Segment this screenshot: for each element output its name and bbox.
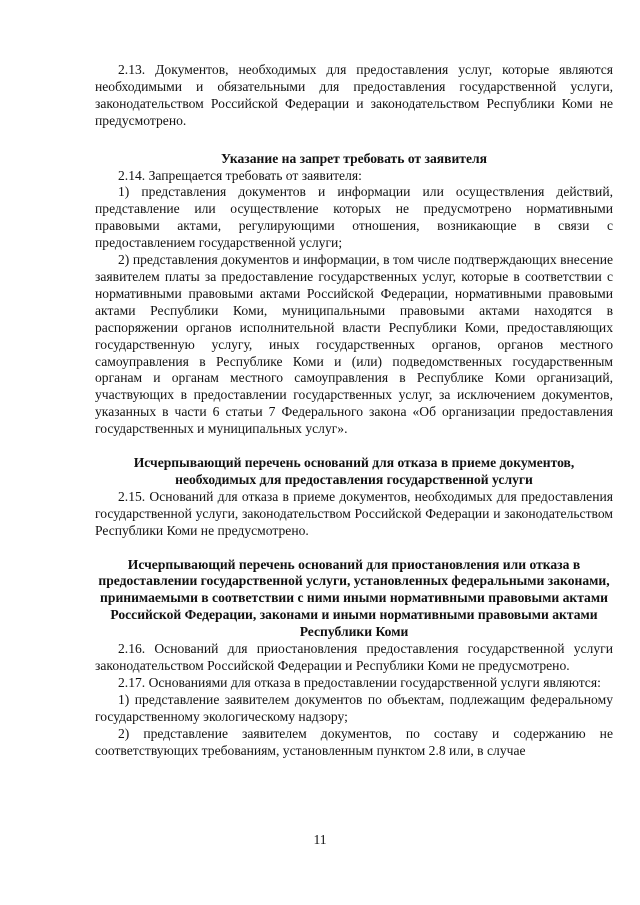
paragraph-2-17-item-2: 2) представление заявителем документов, по составу и содержанию не соответствующих требованиям, установленным пунктом 2.8 или, в случае [95,725,613,758]
paragraph-2-14: 2.14. Запрещается требовать от заявителя: [118,167,362,183]
paragraph-2-16: 2.16. Оснований для приостановления предоставления государственной услуги законодательством Российской Федерации и Республики Коми не предусмотрено. [95,641,613,673]
paragraph-2-17-item-1: 1) представление заявителем документов по объектам, подлежащим федеральному государственному экологическому надзору; [95,691,613,724]
paragraph-2-17: 2.17. Основаниями для отказа в предоставлении государственной услуги являются: [118,674,601,690]
spacer [95,130,613,151]
heading-suspension-refusal: Исчерпывающий перечень оснований для приостановления или отказа в предоставлении государственной услуги, установленных федеральными законами, принимаемыми в соответствии с ними иными нормативными правовыми актами Российской Федерации, законами и иными нормативными правовыми актами Республики Коми [98,556,610,640]
paragraph-2-15: 2.15. Оснований для отказа в приеме документов, необходимых для предоставления государственной услуги, законодательством Российской Федерации и законодательством Республики Коми не предусмотрено. [95,488,613,538]
paragraph-2-13: 2.13. Документов, необходимых для предоставления услуг, которые являются необходимыми и обязательными для предоставления государственной услуги, законодательством Российской Федерации и законодательством Республики Коми не предусмотрено. [95,62,613,128]
heading-prohibition: Указание на запрет требовать от заявителя [221,150,487,166]
document-page [95,62,613,759]
spacer [95,438,613,455]
page-number: 11 [313,832,327,847]
heading-refusal-acceptance: Исчерпывающий перечень оснований для отказа в приеме документов, необходимых для предоставления государственной услуги [133,455,575,487]
spacer [95,540,613,557]
paragraph-2-14-item-2: 2) представления документов и информации, в том числе подтверждающих внесение заявителем платы за предоставление государственных услуг, которые в соответствии с нормативными правовыми актами Российской Федерации, нормативными правовыми актами Республики Коми, муниципальными правовыми актами находятся в распоряжении органов исполнительной власти Республики Коми, предоставляющих государственную услугу, иных государственных органов, органов местного самоуправления в Республике Коми и (или) подведомственных государственным органам и органам местного самоуправления в Республике Коми организаций, участвующих в предоставлении государственных услуг, за исключением документов, указанных в части 6 статьи 7 Федерального закона «Об организации предоставления государственных и муниципальных услуг». [95,252,613,437]
paragraph-2-14-item-1: 1) представления документов и информации или осуществления действий, представление или осуществление которых не предусмотрено нормативными правовыми актами, регулирующими отношения, возникающие в связи с предоставлением государственной услуги; [95,184,613,251]
